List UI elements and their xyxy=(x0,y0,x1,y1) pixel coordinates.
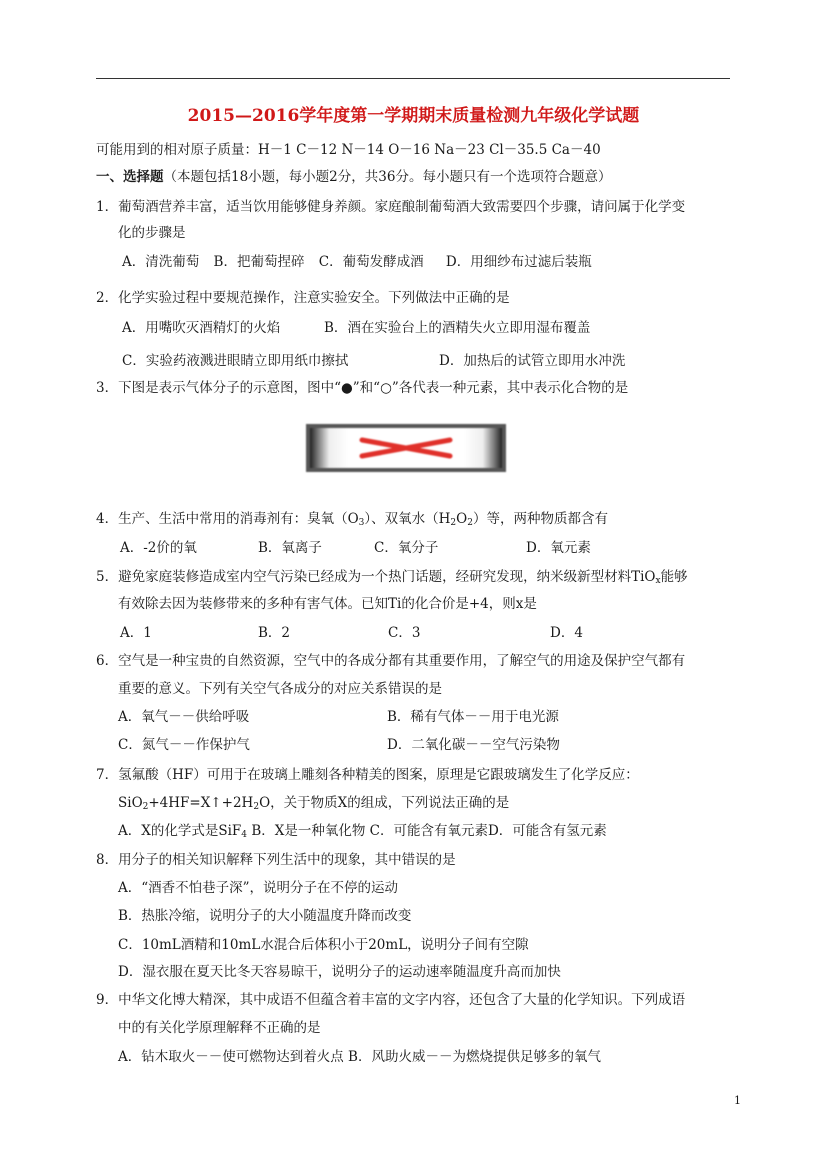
q6-option-a: A．氧气－－供给呼吸 xyxy=(118,709,250,725)
q7-h2o-subscript: 2 xyxy=(253,802,260,812)
q4-stem-part2: ）、双氧水（H xyxy=(364,511,451,527)
q1-options xyxy=(122,253,592,271)
q6-option-b: B．稀有气体－－用于电光源 xyxy=(387,709,559,725)
q8-stem: 8．用分子的相关知识解释下列生活中的现象，其中错误的是 xyxy=(96,852,456,868)
q4-o3-subscript: 3 xyxy=(358,518,365,528)
q2-option-b: B．酒在实验台上的酒精失火立即用湿布覆盖 xyxy=(324,320,591,336)
q8-option-b: B．热胀冷缩，说明分子的大小随温度升降而改变 xyxy=(118,908,412,924)
q8-option-a: A．“酒香不怕巷子深”，说明分子在不停的运动 xyxy=(118,880,399,896)
q2-stem: 2．化学实验过程中要规范操作，注意实验安全。下列做法中正确的是 xyxy=(96,290,510,306)
q7-option-a: A．X的化学式是SiF xyxy=(118,823,242,839)
broken-image-figure xyxy=(306,424,506,472)
q7-equation xyxy=(118,794,509,816)
q7-options-bcd: B．X是一种氧化物 C．可能含有氧元素D．可能含有氢元素 xyxy=(247,823,607,839)
q7-sio2-subscript: 2 xyxy=(142,802,149,812)
q6-option-c: C．氮气－－作保护气 xyxy=(118,737,250,753)
q4-option-c: C．氧分子 xyxy=(374,540,439,556)
page-number: 1 xyxy=(734,1094,741,1107)
q7-stem: 7．氢氟酸（HF）可用于在玻璃上雕刻各种精美的图案，原理是它跟玻璃发生了化学反应： xyxy=(96,767,639,783)
q1-stem: 1．葡萄酒营养丰富，适当饮用能够健身养颜。家庭酿制葡萄酒大致需要四个步骤，请问属于化学变 xyxy=(96,199,686,215)
q7-eq-part3: O，关于物质X的组成，下列说法正确的是 xyxy=(259,795,510,811)
q4-o-subscript: 2 xyxy=(467,518,473,528)
q9-options-ab: A．钻木取火－－使可燃物达到着火点 B．风助火威－－为燃烧提供足够多的氧气 xyxy=(118,1049,601,1065)
q1-option-c: C．葡萄发酵成酒 xyxy=(318,254,424,270)
q3-stem: 3．下图是表示气体分子的示意图，图中“●”和“○”各代表一种元素，其中表示化合物的是 xyxy=(96,380,629,396)
q4-option-d: D．氧元素 xyxy=(526,540,591,556)
q2-option-d: D．加热后的试管立即用水冲洗 xyxy=(439,353,626,369)
q4-stem xyxy=(96,510,608,532)
q4-stem-part3: ）等，两种物质都含有 xyxy=(472,511,608,527)
q5-stem-cont: 有效除去因为装修带来的多种有害气体。已知Ti的化合价是+4，则x是 xyxy=(118,596,537,612)
q4-option-a: A．-2价的氧 xyxy=(120,540,197,556)
broken-image-icon xyxy=(310,428,502,468)
q1-option-b: B．把葡萄捏碎 xyxy=(213,254,305,270)
q1-option-d: D．用细纱布过滤后装瓶 xyxy=(445,254,592,270)
q8-option-c: C．10mL酒精和10mL水混合后体积小于20mL，说明分子间有空隙 xyxy=(118,937,529,953)
q4-option-b: B．氧离子 xyxy=(258,540,322,556)
q6-option-d: D．二氧化碳－－空气污染物 xyxy=(387,737,560,753)
header-rule xyxy=(96,78,730,79)
q5-stem-part1: 5．避免家庭装修造成室内空气污染已经成为一个热门话题，经研究发现，纳米级新型材料TiO xyxy=(96,569,656,585)
q2-option-c: C．实验药液溅进眼睛立即用纸巾擦拭 xyxy=(122,353,349,369)
q2-option-a: A．用嘴吹灭酒精灯的火焰 xyxy=(122,320,281,336)
q7-options xyxy=(118,822,607,844)
q1-stem-cont: 化的步骤是 xyxy=(118,225,186,241)
q5-stem-part2: 能够 xyxy=(660,569,688,585)
q4-h-subscript: 2 xyxy=(450,518,457,528)
section-heading xyxy=(96,168,611,186)
q7-eq-part1: SiO xyxy=(118,795,143,811)
q1-option-a: A．清洗葡萄 xyxy=(122,254,200,270)
q5-option-a: A．1 xyxy=(120,625,152,641)
q4-o-symbol: O xyxy=(456,511,468,527)
q8-option-d: D．湿衣服在夏天比冬天容易晾干，说明分子的运动速率随温度升高而加快 xyxy=(118,964,561,980)
q5-option-c: C．3 xyxy=(388,625,421,641)
q5-x-subscript: x xyxy=(655,576,661,586)
q7-eq-part2: +4HF=X↑+2H xyxy=(148,795,254,811)
section-note: （本题包括18小题，每小题2分，共36分。每小题只有一个选项符合题意） xyxy=(163,169,612,185)
q6-stem-cont: 重要的意义。下列有关空气各成分的对应关系错误的是 xyxy=(118,681,442,697)
q9-stem: 9．中华文化博大精深，其中成语不但蕴含着丰富的文字内容，还包含了大量的化学知识。下列成语 xyxy=(96,992,686,1008)
q5-option-d: D．4 xyxy=(550,625,583,641)
q5-stem xyxy=(96,568,688,590)
q5-option-b: B．2 xyxy=(258,625,291,641)
atomic-masses: 可能用到的相对原子质量：H－1 C－12 N－14 O－16 Na－23 Cl－35.5 Ca－40 xyxy=(96,142,601,158)
page-title: 2015—2016学年度第一学期期末质量检测九年级化学试题 xyxy=(187,106,640,126)
q7-sif4-subscript: 4 xyxy=(241,830,248,840)
q9-stem-cont: 中的有关化学原理解释不正确的是 xyxy=(118,1020,321,1036)
q4-stem-part1: 4．生产、生活中常用的消毒剂有：臭氧（O xyxy=(96,511,359,527)
q6-stem: 6．空气是一种宝贵的自然资源，空气中的各成分都有其重要作用，了解空气的用途及保护空气都有 xyxy=(96,653,686,669)
section-title: 一、选择题 xyxy=(96,169,164,185)
